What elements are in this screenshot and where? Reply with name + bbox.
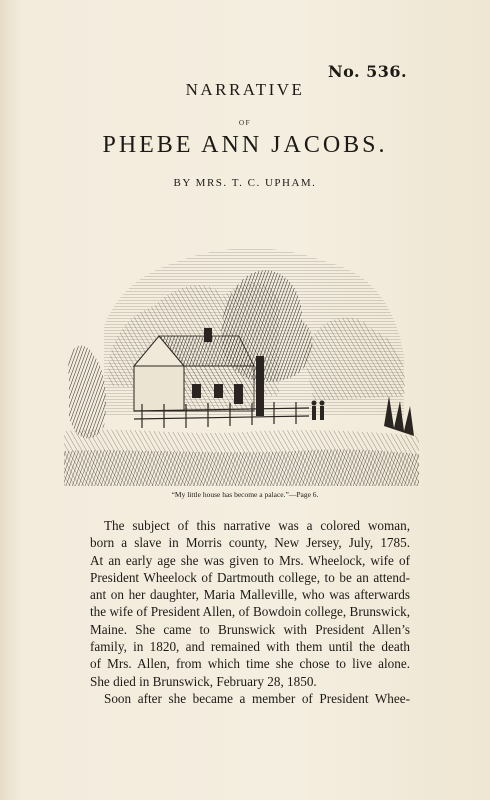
- title-line-2: PHEBE ANN JACOBS.: [102, 132, 388, 158]
- text-line: Maine. She came to Brunswick with President Allen’s: [90, 621, 410, 637]
- engraving-cottage-illustration: [64, 236, 419, 486]
- text-line: born a slave in Morris county, New Jersey, July, 1785.: [90, 535, 410, 551]
- text-line: The subject of this narrative was a colored woman,: [104, 518, 410, 533]
- tract-number: No. 536.: [328, 62, 408, 81]
- text-line: of Mrs. Allen, from which time she chose to live alone.: [90, 656, 410, 672]
- text-line: At an early age she was given to Mrs. Wheelock, wife of: [90, 552, 410, 568]
- title-line-1: NARRATIVE: [185, 80, 305, 99]
- byline: BY MRS. T. C. UPHAM.: [173, 177, 317, 189]
- narrative-body: [90, 517, 410, 707]
- title-of: OF: [239, 119, 251, 127]
- text-line: ant on her daughter, Maria Malleville, who was afterwards: [90, 587, 410, 603]
- text-line: Soon after she became a member of President Whee-: [104, 690, 410, 706]
- paragraph-2: [90, 690, 410, 707]
- text-line: She died in Brunswick, February 28, 1850.: [90, 673, 317, 689]
- text-line: family, in 1820, and remained with them until the death: [90, 639, 410, 655]
- paragraph-1: [90, 517, 410, 690]
- text-line: the wife of President Allen, of Bowdoin college, Brunswick,: [90, 604, 410, 620]
- illustration-caption: “My little house has become a palace.”—Page 6.: [171, 490, 319, 499]
- text-line: President Wheelock of Dartmouth college, to be an attend-: [90, 569, 410, 585]
